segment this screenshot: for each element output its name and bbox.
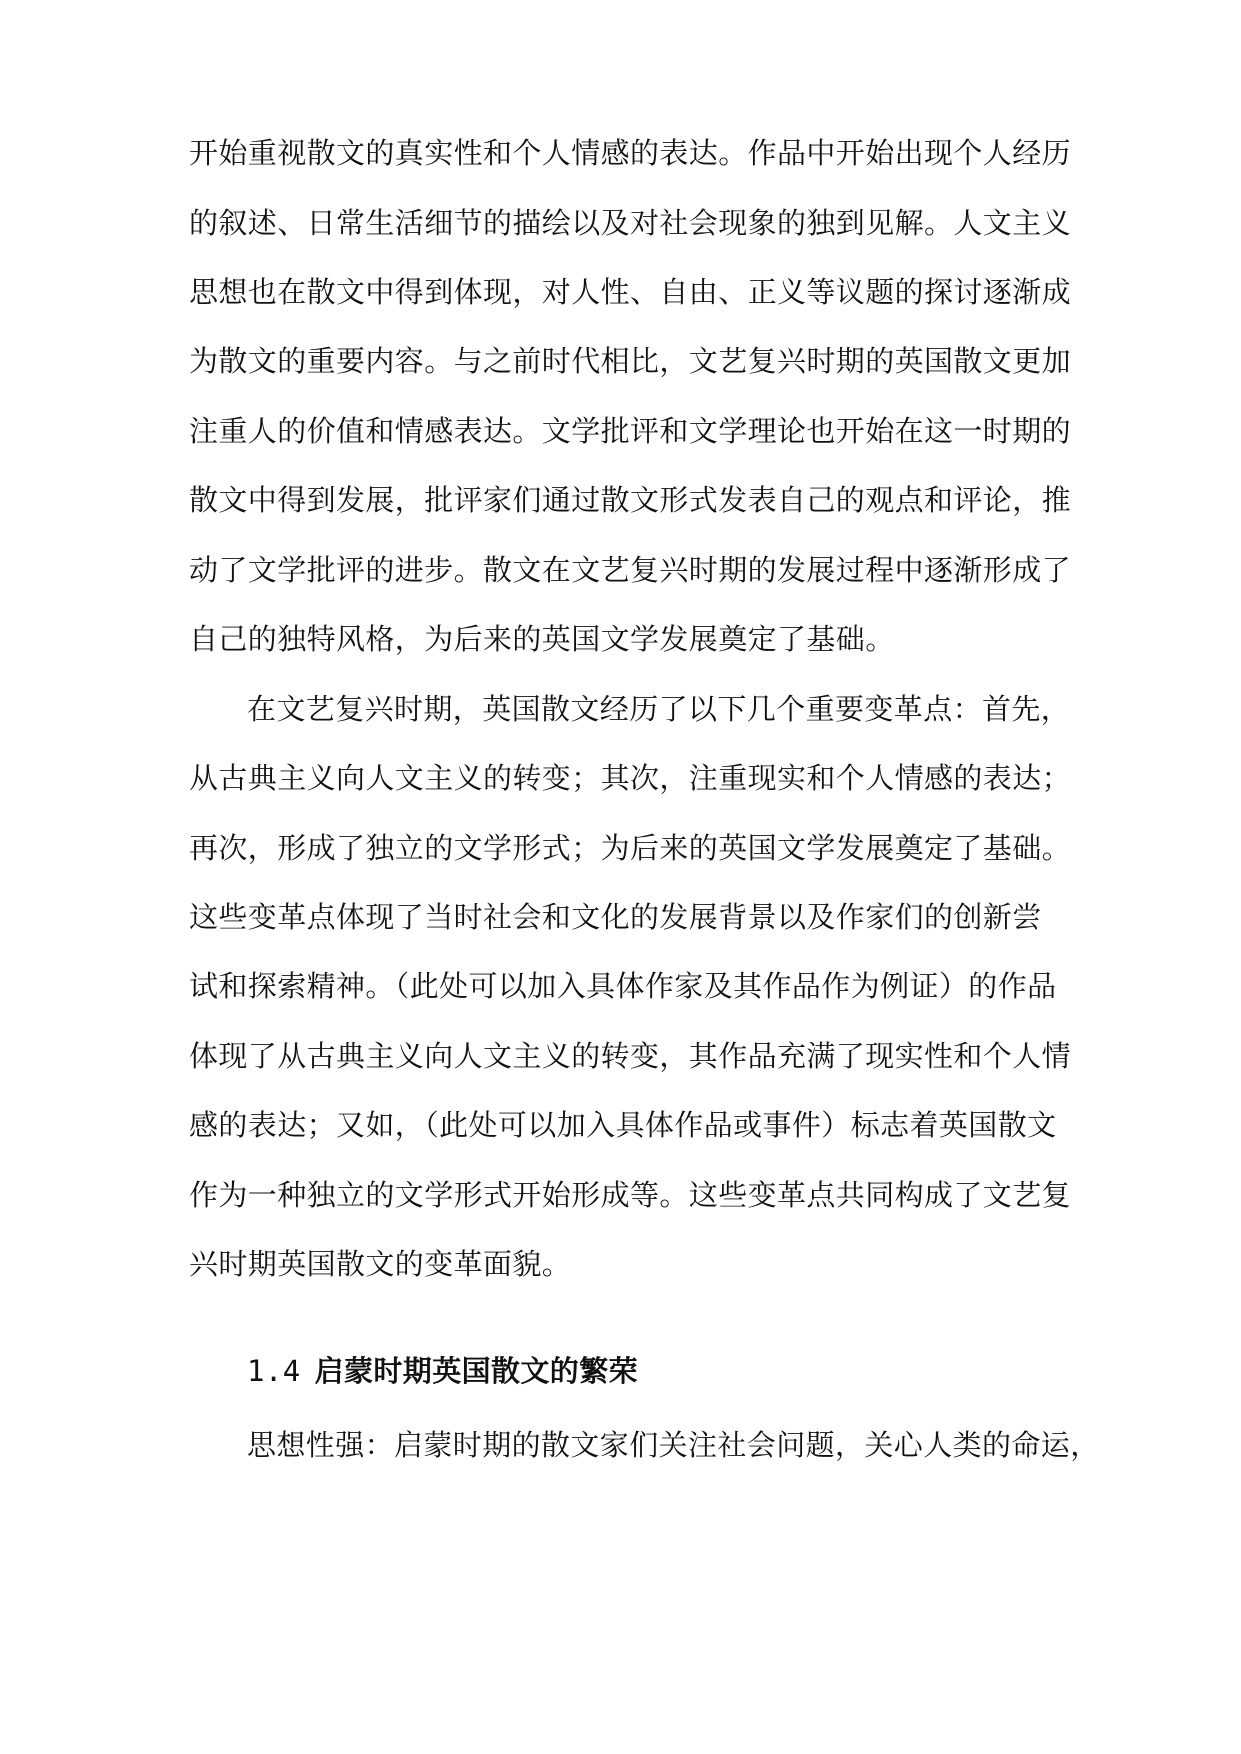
text-line: 开始重视散文的真实性和个人情感的表达。作品中开始出现个人经历 — [189, 136, 1072, 170]
text-line: 为散文的重要内容。与之前时代相比，文艺复兴时期的英国散文更加 — [189, 344, 1072, 378]
section-title: 启蒙时期英国散文的繁荣 — [314, 1354, 638, 1388]
text-line: 从古典主义向人文主义的转变；其次，注重现实和个人情感的表达； — [189, 761, 1072, 795]
text-line: 散文中得到发展，批评家们通过散文形式发表自己的观点和评论，推 — [189, 483, 1072, 517]
text-line: 作为一种独立的文学形式开始形成等。这些变革点共同构成了文艺复 — [189, 1178, 1072, 1212]
text-line: 感的表达；又如，（此处可以加入具体作品或事件）标志着英国散文 — [189, 1108, 1057, 1142]
text-line: 注重人的价值和情感表达。文学批评和文学理论也开始在这一时期的 — [189, 414, 1072, 448]
text-line: 的叙述、日常生活细节的描绘以及对社会现象的独到见解。人文主义 — [189, 206, 1072, 240]
text-line: 试和探索精神。（此处可以加入具体作家及其作品作为例证）的作品 — [189, 969, 1057, 1003]
text-line: 自己的独特风格，为后来的英国文学发展奠定了基础。 — [189, 622, 895, 656]
text-line: 思想也在散文中得到体现，对人性、自由、正义等议题的探讨逐渐成 — [189, 275, 1072, 309]
text-line: 在文艺复兴时期，英国散文经历了以下几个重要变革点：首先， — [247, 692, 1071, 726]
text-line: 兴时期英国散文的变革面貌。 — [189, 1247, 572, 1281]
section-number: 1.4 — [247, 1354, 301, 1388]
text-line: 再次，形成了独立的文学形式；为后来的英国文学发展奠定了基础。 — [189, 831, 1072, 865]
section-heading — [247, 1351, 638, 1391]
text-line: 体现了从古典主义向人文主义的转变，其作品充满了现实性和个人情 — [189, 1039, 1072, 1073]
text-line: 思想性强：启蒙时期的散文家们关注社会问题，关心人类的命运， — [247, 1428, 1100, 1462]
text-line: 这些变革点体现了当时社会和文化的发展背景以及作家们的创新尝 — [189, 900, 1042, 934]
text-line: 动了文学批评的进步。散文在文艺复兴时期的发展过程中逐渐形成了 — [189, 553, 1072, 587]
